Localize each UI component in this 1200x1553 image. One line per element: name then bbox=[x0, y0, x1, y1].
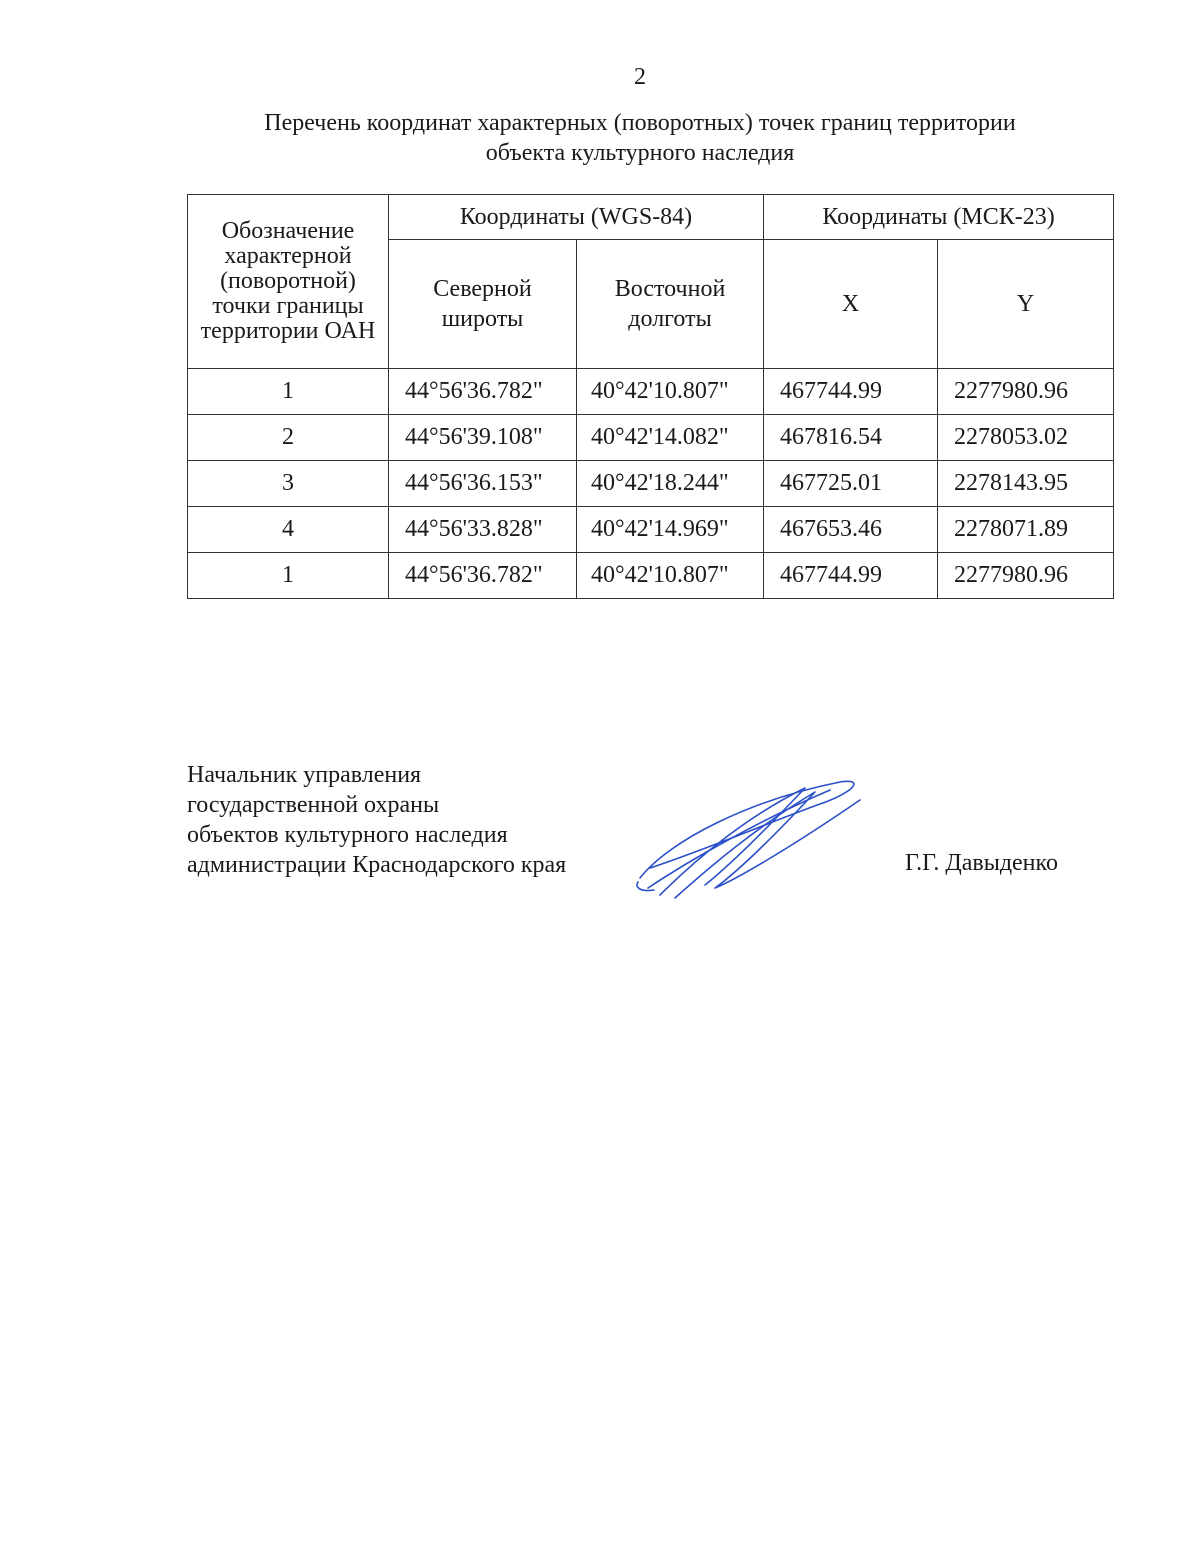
position-line-4: администрации Краснодарского края bbox=[187, 852, 567, 878]
cell-x: 467744.99 bbox=[764, 369, 938, 415]
cell-y: 2277980.96 bbox=[938, 369, 1114, 415]
position-line-1: Начальник управления bbox=[187, 762, 422, 788]
table-row bbox=[188, 507, 1114, 553]
cell-point: 1 bbox=[188, 553, 389, 599]
cell-y: 2278071.89 bbox=[938, 507, 1114, 553]
header-east-longitude: Восточной долготы bbox=[577, 240, 764, 369]
cell-east: 40°42'10.807" bbox=[577, 553, 764, 599]
page-number: 2 bbox=[634, 64, 646, 90]
header-wgs84: Координаты (WGS-84) bbox=[389, 195, 764, 240]
header-y: Y bbox=[938, 240, 1114, 369]
cell-east: 40°42'14.969" bbox=[577, 507, 764, 553]
cell-x: 467653.46 bbox=[764, 507, 938, 553]
signatory-position bbox=[187, 760, 566, 880]
position-line-2: государственной охраны bbox=[187, 792, 440, 818]
cell-point: 2 bbox=[188, 415, 389, 461]
cell-north: 44°56'39.108" bbox=[389, 415, 577, 461]
cell-y: 2278053.02 bbox=[938, 415, 1114, 461]
title-line-2: объекта культурного наследия bbox=[485, 140, 795, 166]
cell-x: 467725.01 bbox=[764, 461, 938, 507]
coordinates-table bbox=[187, 194, 1114, 599]
table-row bbox=[188, 369, 1114, 415]
document-title bbox=[200, 108, 1080, 168]
table-row bbox=[188, 553, 1114, 599]
position-line-3: объектов культурного наследия bbox=[187, 822, 508, 848]
cell-y: 2278143.95 bbox=[938, 461, 1114, 507]
cell-east: 40°42'14.082" bbox=[577, 415, 764, 461]
cell-north: 44°56'36.153" bbox=[389, 461, 577, 507]
header-point-designation: Обозначение характерной (поворотной) точки границы территории ОАН bbox=[188, 195, 389, 369]
cell-east: 40°42'10.807" bbox=[577, 369, 764, 415]
cell-north: 44°56'36.782" bbox=[389, 369, 577, 415]
signer-name: Г.Г. Давыденко bbox=[905, 850, 1058, 876]
table-header-row bbox=[188, 195, 1114, 240]
header-msk23: Координаты (МСК-23) bbox=[764, 195, 1114, 240]
cell-y: 2277980.96 bbox=[938, 553, 1114, 599]
cell-x: 467744.99 bbox=[764, 553, 938, 599]
header-north-latitude: Северной широты bbox=[389, 240, 577, 369]
table-row bbox=[188, 461, 1114, 507]
cell-east: 40°42'18.244" bbox=[577, 461, 764, 507]
title-line-1: Перечень координат характерных (поворотных) точек границ территории bbox=[264, 110, 1016, 136]
header-x: X bbox=[764, 240, 938, 369]
cell-north: 44°56'33.828" bbox=[389, 507, 577, 553]
cell-north: 44°56'36.782" bbox=[389, 553, 577, 599]
cell-point: 3 bbox=[188, 461, 389, 507]
cell-point: 4 bbox=[188, 507, 389, 553]
cell-x: 467816.54 bbox=[764, 415, 938, 461]
cell-point: 1 bbox=[188, 369, 389, 415]
handwritten-signature bbox=[630, 770, 870, 910]
table-row bbox=[188, 415, 1114, 461]
